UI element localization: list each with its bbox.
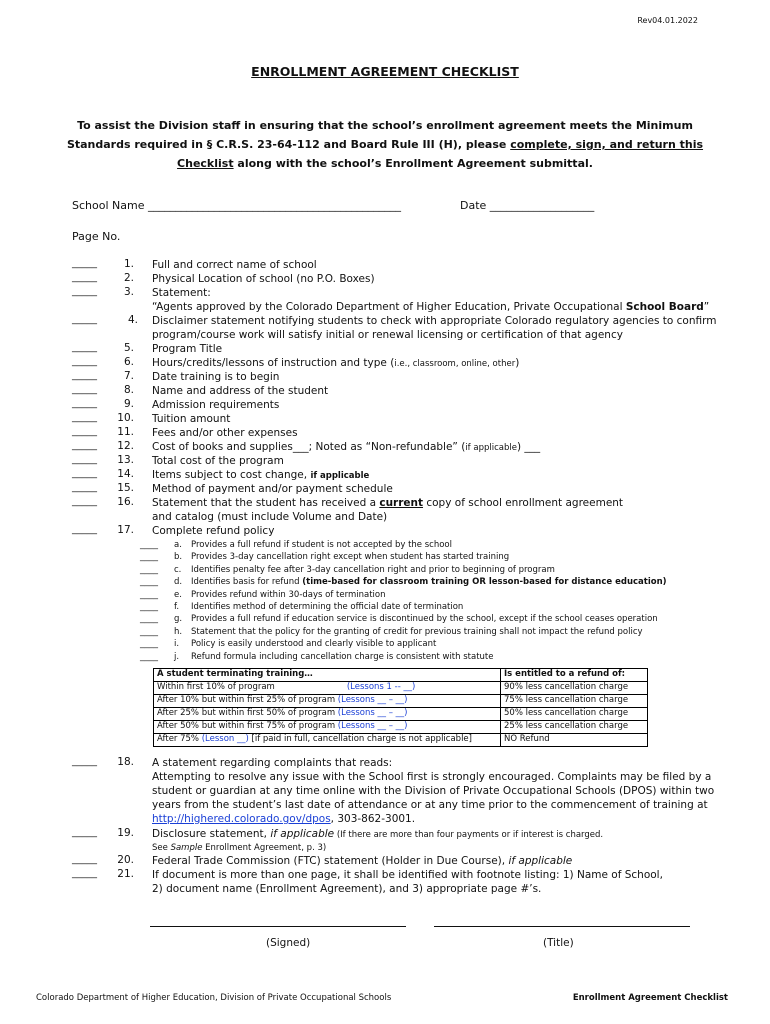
- sub-checkbox-blank-j[interactable]: ____: [140, 651, 158, 662]
- refund-table-row: [154, 695, 648, 708]
- refund-period: Within first 10% of program: [157, 682, 275, 692]
- sub-item-body: Refund formula including cancellation charge is consistent with statute: [191, 651, 494, 662]
- checkbox-blank-3[interactable]: _____: [72, 286, 97, 297]
- sub-item-text: [191, 639, 436, 649]
- item-20-italic: if applicable: [508, 855, 573, 867]
- refund-header-right: Is entitled to a refund of:: [501, 669, 648, 682]
- refund-row-amount: NO Refund: [501, 734, 648, 747]
- item-number-4: 4.: [127, 314, 138, 326]
- refund-note: [if paid in full, cancellation charge is not applicable]: [248, 734, 472, 744]
- page-title: ENROLLMENT AGREEMENT CHECKLIST: [251, 64, 519, 79]
- item-number-9: 9.: [123, 398, 134, 410]
- checkbox-blank-17[interactable]: _____: [72, 524, 97, 535]
- sub-item-text: [191, 552, 509, 562]
- sub-item-body: Policy is easily understood and clearly visible to applicant: [191, 639, 437, 650]
- item-19-italic: if applicable: [270, 828, 335, 840]
- sub-item-letter: d.: [174, 577, 183, 588]
- item-number-5: 5.: [123, 342, 134, 354]
- sub-item-text: [191, 614, 658, 624]
- title-line[interactable]: [434, 926, 690, 927]
- item-text: Name and address of the student: [152, 385, 329, 397]
- sub-item-body: Identifies basis for refund: [191, 577, 303, 588]
- item-text: Complete refund policy: [152, 525, 275, 537]
- refund-lessons: (Lessons __ – __): [337, 721, 408, 731]
- checkbox-blank-10[interactable]: _____: [72, 412, 97, 423]
- date-line: ___________________: [489, 199, 595, 212]
- item-tail: ): [515, 357, 520, 369]
- sub-item-letter: e.: [174, 589, 182, 600]
- refund-table: [153, 668, 648, 747]
- checkbox-blank-8[interactable]: _____: [72, 384, 97, 395]
- checkbox-blank-15[interactable]: _____: [72, 482, 97, 493]
- sub-item-letter: h.: [174, 626, 183, 637]
- sub-item-letter: c.: [174, 564, 182, 575]
- item-18-line-2: Attempting to resolve any issue with the School first is strongly encouraged. Complaints may be filed by a: [152, 771, 712, 783]
- refund-row-amount: 75% less cancellation charge: [501, 695, 648, 708]
- item-19-line-2: [152, 841, 326, 855]
- item-small-note: if applicable: [465, 443, 517, 453]
- item-18-line-5: [152, 812, 415, 826]
- sub-item-body: Identifies method of determining the official date of termination: [191, 602, 464, 612]
- page-no-label: Page No.: [72, 230, 121, 243]
- checkbox-blank-20[interactable]: _____: [72, 854, 97, 865]
- item-text: Admission requirements: [152, 399, 280, 411]
- sub-checkbox-blank-c[interactable]: ____: [140, 564, 158, 575]
- sub-checkbox-blank-g[interactable]: ____: [140, 614, 158, 625]
- item-6-text: [152, 356, 519, 371]
- item-text: Total cost of the program: [152, 455, 284, 467]
- refund-period: After 25% but within first 50% of program: [157, 708, 338, 718]
- item-14-text: [152, 468, 369, 483]
- item-number-14: 14.: [117, 468, 134, 480]
- item-text: Items subject to cost change,: [152, 469, 311, 481]
- sub-checkbox-blank-b[interactable]: ____: [140, 552, 158, 563]
- item-text: Physical Location of school (no P.O. Boxes): [152, 273, 375, 285]
- footer-doc-name: Enrollment Agreement Checklist: [572, 993, 728, 1003]
- title-label: (Title): [543, 937, 574, 949]
- refund-table-row: [154, 682, 648, 695]
- checkbox-blank-21[interactable]: _____: [72, 868, 97, 879]
- sub-item-text: [191, 590, 386, 600]
- sub-item-text: [191, 652, 493, 662]
- sub-item-text: [191, 627, 643, 637]
- sub-item-text: [191, 565, 555, 575]
- item-number-19: 19.: [117, 827, 134, 839]
- item-number-1: 1.: [123, 258, 134, 270]
- item-number-13: 13.: [117, 454, 134, 466]
- date-field[interactable]: [460, 199, 594, 212]
- item-bold-underline: current: [379, 497, 424, 509]
- item-text: Date training is to begin: [152, 371, 280, 383]
- item-20-text: Federal Trade Commission (FTC) statement (Holder in Due Course),: [152, 855, 509, 867]
- checkbox-blank-7[interactable]: _____: [72, 370, 97, 381]
- refund-row-condition: [154, 721, 501, 734]
- item-small-note: i.e., classroom, online, other: [394, 359, 516, 369]
- item-15-text: [152, 482, 393, 496]
- item-number-2: 2.: [123, 272, 134, 284]
- item-number-20: 20.: [117, 854, 134, 866]
- item-17-text: [152, 524, 274, 538]
- item-tail: ) ___: [516, 441, 541, 453]
- signed-label: (Signed): [266, 937, 311, 949]
- item-5-text: [152, 342, 222, 356]
- sub-item-body: Provides refund within 30-days of termination: [191, 589, 386, 600]
- refund-row-amount: 25% less cancellation charge: [501, 721, 648, 734]
- item-19-text: Disclosure statement,: [152, 828, 271, 840]
- refund-row-amount: 50% less cancellation charge: [501, 708, 648, 721]
- checkbox-blank-1[interactable]: _____: [72, 258, 97, 269]
- sub-item-text: [191, 540, 452, 550]
- item-10-text: [152, 412, 230, 426]
- item-20-line-1: [152, 854, 572, 868]
- sub-item-text: [191, 602, 463, 612]
- sub-item-letter: j.: [174, 651, 180, 662]
- refund-row-amount: 90% less cancellation charge: [501, 682, 648, 695]
- item-number-16: 16.: [117, 496, 134, 508]
- checkbox-blank-9[interactable]: _____: [72, 398, 97, 409]
- item-number-11: 11.: [117, 426, 134, 438]
- item-text: Statement that the student has received a: [152, 497, 380, 509]
- item-13-text: [152, 454, 284, 468]
- sub-checkbox-blank-h[interactable]: ____: [140, 626, 158, 637]
- sub-item-body: Statement that the policy for the granting of credit for previous training shall not impact the refund policy: [191, 626, 643, 637]
- item-text: Tuition amount: [152, 413, 231, 425]
- intro-text-1: To assist the Division staff in ensuring that the school’s enrollment agreement meets the Minimum Standards required in § C.R.S. 23-64-112 and Board Rule III (H), please: [66, 119, 693, 151]
- item-19-sample: Sample: [170, 843, 203, 853]
- sub-item-body: Identifies penalty fee after 3-day cancellation right and prior to beginning of program: [191, 564, 555, 575]
- item-2-text: [152, 272, 375, 286]
- checkbox-blank-18[interactable]: _____: [72, 756, 97, 767]
- checkbox-blank-16[interactable]: _____: [72, 496, 97, 507]
- refund-header-left: A student terminating training…: [154, 669, 501, 682]
- refund-period: After 10% but within first 25% of program: [157, 695, 338, 705]
- item-3-text: [152, 286, 211, 300]
- item-12-text: [152, 440, 540, 455]
- checkbox-blank-5[interactable]: _____: [72, 342, 97, 353]
- item-text: Hours/credits/lessons of instruction and type (: [152, 357, 395, 369]
- item-number-17: 17.: [117, 524, 134, 536]
- refund-lessons: (Lesson __): [201, 734, 249, 744]
- item-4-line-2: [152, 328, 623, 342]
- item-text: Cost of books and supplies___; Noted as “Non-refundable” (: [152, 441, 466, 453]
- item-number-6: 6.: [123, 356, 134, 368]
- sub-item-body: Provides a full refund if education service is discontinued by the school, except if the school ceases operation: [191, 614, 658, 625]
- sub-checkbox-blank-i[interactable]: ____: [140, 639, 158, 650]
- item-number-10: 10.: [117, 412, 134, 424]
- refund-table-row: [154, 708, 648, 721]
- item-number-7: 7.: [123, 370, 134, 382]
- refund-row-condition: [154, 708, 501, 721]
- school-name-label: School Name: [72, 199, 145, 212]
- sub-checkbox-blank-f[interactable]: ____: [140, 602, 158, 612]
- refund-row-condition: [154, 734, 501, 747]
- intro-paragraph: [60, 116, 710, 173]
- refund-period: After 50% but within first 75% of program: [157, 721, 338, 731]
- item-text: Method of payment and/or payment schedule: [152, 483, 393, 495]
- item-line-2-text: program/course work will satisfy initial or renewal licensing or certification of that agency: [152, 329, 623, 341]
- refund-lessons: (Lessons __ – __): [337, 695, 408, 705]
- sub-item-body: Provides 3-day cancellation right except when student has started training: [191, 552, 510, 563]
- revision-label: Rev04.01.2022: [637, 16, 698, 25]
- item-text: Fees and/or other expenses: [152, 427, 298, 439]
- item-18-line-4: years from the student’s last date of attendance or at any time prior to the commencement of training at: [152, 799, 708, 811]
- checkbox-blank-13[interactable]: _____: [72, 454, 97, 465]
- sub-checkbox-blank-a[interactable]: ____: [140, 540, 158, 550]
- sub-item-letter: a.: [174, 540, 182, 550]
- sub-item-letter: f.: [174, 602, 180, 612]
- school-name-line: ______________________________________________: [147, 199, 401, 212]
- item-number-21: 21.: [117, 868, 134, 880]
- item-tail: copy of school enrollment agreement: [423, 497, 624, 509]
- item-18-line-3: student or guardian at any time online with the Division of Private Occupational Schools (DPOS) within two: [152, 785, 715, 797]
- item-text: Program Title: [152, 343, 223, 355]
- item-21-line-1: If document is more than one page, it shall be identified with footnote listing: 1) Name of School,: [152, 869, 663, 881]
- item-19-small: (If there are more than four payments or if interest is charged.: [334, 830, 604, 840]
- school-name-field[interactable]: [72, 199, 401, 212]
- refund-table-row: [154, 734, 648, 747]
- sub-item-body: Provides a full refund if student is not accepted by the school: [191, 540, 452, 550]
- dpos-link[interactable]: http://highered.colorado.gov/dpos: [152, 813, 331, 825]
- item-19-see: See: [152, 843, 171, 853]
- item-line-2-text: and catalog (must include Volume and Date): [152, 511, 388, 523]
- item-1-text: [152, 258, 317, 272]
- item-text: Full and correct name of school: [152, 259, 317, 271]
- item-number-8: 8.: [123, 384, 134, 396]
- intro-text-3: along with the school’s Enrollment Agreement submittal.: [233, 157, 593, 170]
- sub-checkbox-blank-e[interactable]: ____: [140, 589, 158, 600]
- item-21-line-2: 2) document name (Enrollment Agreement), and 3) appropriate page #’s.: [152, 883, 542, 895]
- item-18-line-1: A statement regarding complaints that reads:: [152, 757, 393, 769]
- statement-bold: School Board: [625, 301, 704, 313]
- refund-table-header: [154, 669, 648, 682]
- refund-lessons: (Lessons 1 -- __): [346, 682, 416, 692]
- refund-row-condition: [154, 695, 501, 708]
- refund-row-condition: [154, 682, 501, 695]
- item-number-3: 3.: [123, 286, 134, 298]
- sub-item-bold: (time-based for classroom training OR lesson-based for distance education): [302, 577, 667, 588]
- checkbox-blank-6[interactable]: _____: [72, 356, 97, 367]
- item-9-text: [152, 398, 279, 412]
- checkbox-blank-2[interactable]: _____: [72, 272, 97, 283]
- sub-item-letter: g.: [174, 614, 183, 625]
- footer-agency: Colorado Department of Higher Education, Division of Private Occupational Schools: [36, 993, 392, 1003]
- statement-text: “Agents approved by the Colorado Department of Higher Education, Private Occupational: [152, 301, 626, 313]
- item-4-text: [152, 314, 717, 328]
- item-18-phone: , 303-862-3001.: [330, 813, 416, 825]
- item-number-15: 15.: [117, 482, 134, 494]
- sub-item-letter: b.: [174, 552, 183, 563]
- item-number-18: 18.: [117, 756, 134, 768]
- item-bold-note: if applicable: [310, 471, 370, 481]
- checkbox-blank-12[interactable]: _____: [72, 440, 97, 451]
- item-text: Disclaimer statement notifying students to check with appropriate Colorado regulatory agencies to confirm: [152, 315, 717, 327]
- item-11-text: [152, 426, 298, 440]
- statement-close-quote: ”: [703, 301, 710, 313]
- item-number-12: 12.: [117, 440, 134, 452]
- item-16-line-2: [152, 510, 387, 524]
- checkbox-blank-14[interactable]: _____: [72, 468, 97, 479]
- checkbox-blank-11[interactable]: _____: [72, 426, 97, 437]
- item-text: Statement:: [152, 287, 211, 299]
- item-19-ref: Enrollment Agreement, p. 3): [202, 843, 327, 853]
- sub-item-letter: i.: [174, 639, 180, 650]
- item-16-text: [152, 496, 623, 510]
- item-19-line-1: [152, 827, 603, 842]
- item-8-text: [152, 384, 328, 398]
- refund-table-row: [154, 721, 648, 734]
- signature-line[interactable]: [150, 926, 406, 927]
- sub-item-text: [191, 577, 667, 587]
- intro-text-2: complete, sign, and return this Checklist: [177, 138, 704, 170]
- sub-checkbox-blank-d[interactable]: ____: [140, 577, 158, 588]
- date-label: Date: [460, 199, 487, 212]
- checkbox-blank-4[interactable]: _____: [72, 314, 97, 325]
- item-7-text: [152, 370, 279, 384]
- checkbox-blank-19[interactable]: _____: [72, 827, 97, 838]
- refund-period: After 75%: [157, 734, 202, 744]
- item-3-line-2: [152, 300, 709, 314]
- refund-lessons: (Lessons __ – __): [337, 708, 408, 718]
